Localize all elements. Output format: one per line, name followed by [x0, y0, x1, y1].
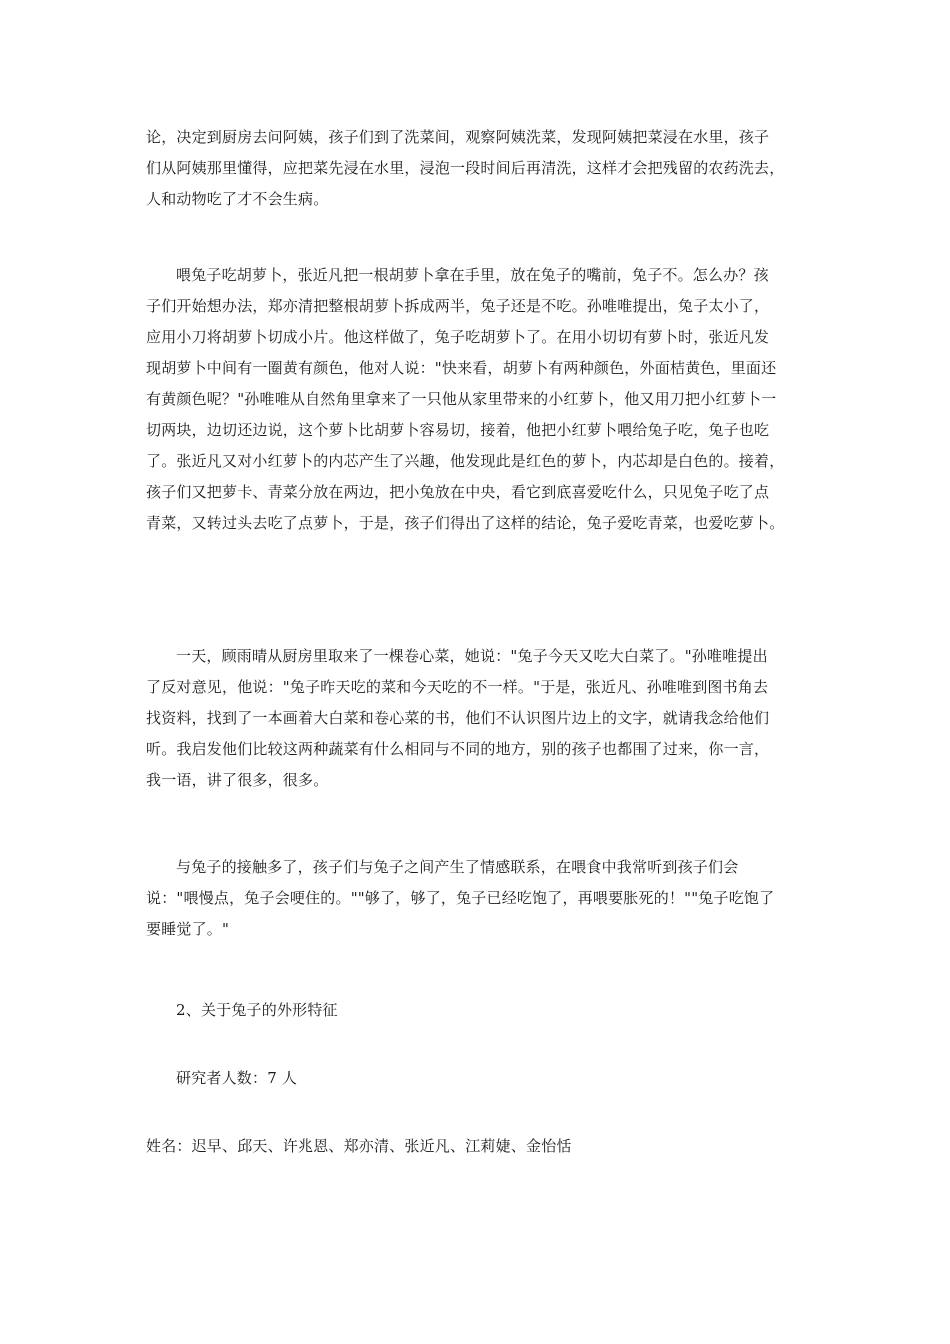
- heading-text: 2、关于兔子的外形特征: [176, 1001, 338, 1019]
- text-line: 青菜，又转过头去吃了点萝卜，于是，孩子们得出了这样的结论，兔子爱吃青菜，也爱吃萝卜。: [146, 514, 785, 532]
- text-line: 有黄颜色呢？"孙唯唯从自然角里拿来了一只他从家里带来的小红萝卜，他又用刀把小红萝卜一: [146, 390, 777, 408]
- text-line: 应用小刀将胡萝卜切成小片。他这样做了，兔子吃胡萝卜了。在用小切切有萝卜时，张近凡发: [146, 328, 770, 346]
- paragraph-kitchen-wash: [146, 122, 806, 215]
- researcher-count-text: 研究者人数：7 人: [176, 1069, 298, 1087]
- text-line: 子们开始想办法，郑亦清把整根胡萝卜拆成两半，兔子还是不吃。孙唯唯提出，兔子太小了，: [146, 297, 770, 315]
- text-line: 喂兔子吃胡萝卜，张近凡把一根胡萝卜拿在手里，放在兔子的嘴前，兔子不。怎么办？孩: [176, 266, 769, 284]
- researcher-count: [146, 1063, 806, 1094]
- section-heading: [146, 995, 806, 1026]
- text-line: 论，决定到厨房去问阿姨，孩子们到了洗菜间，观察阿姨洗菜，发现阿姨把菜浸在水里，孩子: [146, 128, 770, 146]
- text-line: 说："喂慢点，兔子会哽住的。""够了，够了，兔子已经吃饱了，再喂要胀死的！""兔子吃饱了: [146, 889, 775, 907]
- paragraph-emotion: [146, 852, 806, 945]
- text-line: 了。张近凡又对小红萝卜的内芯产生了兴趣，他发现此是红色的萝卜，内芯却是白色的。接着，: [146, 452, 785, 470]
- text-line: 人和动物吃了才不会生病。: [146, 190, 329, 208]
- names-text: 姓名：迟早、邱天、许兆恩、郑亦清、张近凡、江莉婕、金怡恬: [146, 1137, 572, 1155]
- text-line: 找资料，找到了一本画着大白菜和卷心菜的书，他们不认识图片边上的文字，就请我念给他们: [146, 709, 770, 727]
- text-line: 我一语，讲了很多，很多。: [146, 771, 329, 789]
- text-line: 孩子们又把萝卡、青菜分放在两边，把小兔放在中央，看它到底喜爱吃什么，只见兔子吃了点: [146, 483, 770, 501]
- text-line: 要睡觉了。": [146, 920, 230, 938]
- text-line: 与兔子的接触多了，孩子们与兔子之间产生了情感联系，在喂食中我常听到孩子们会: [176, 858, 739, 876]
- text-line: 听。我启发他们比较这两种蔬菜有什么相同与不同的地方，别的孩子也都围了过来，你一言，: [146, 740, 770, 758]
- paragraph-feed-carrot: [146, 260, 806, 539]
- text-line: 们从阿姨那里懂得，应把菜先浸在水里，浸泡一段时间后再清洗，这样才会把残留的农药洗去，: [146, 159, 785, 177]
- researcher-names: [146, 1131, 806, 1162]
- text-line: 了反对意见，他说："兔子昨天吃的菜和今天吃的不一样。"于是，张近凡、孙唯唯到图书角去: [146, 678, 769, 696]
- paragraph-cabbage: [146, 641, 806, 796]
- text-line: 切两块，边切还边说，这个萝卜比胡萝卜容易切，接着，他把小红萝卜喂给兔子吃，兔子也吃: [146, 421, 770, 439]
- text-line: 现胡萝卜中间有一圈黄有颜色，他对人说："快来看，胡萝卜有两种颜色，外面桔黄色，里面还: [146, 359, 777, 377]
- text-line: 一天，顾雨晴从厨房里取来了一棵卷心菜，她说："兔子今天又吃大白菜了。"孙唯唯提出: [176, 647, 768, 665]
